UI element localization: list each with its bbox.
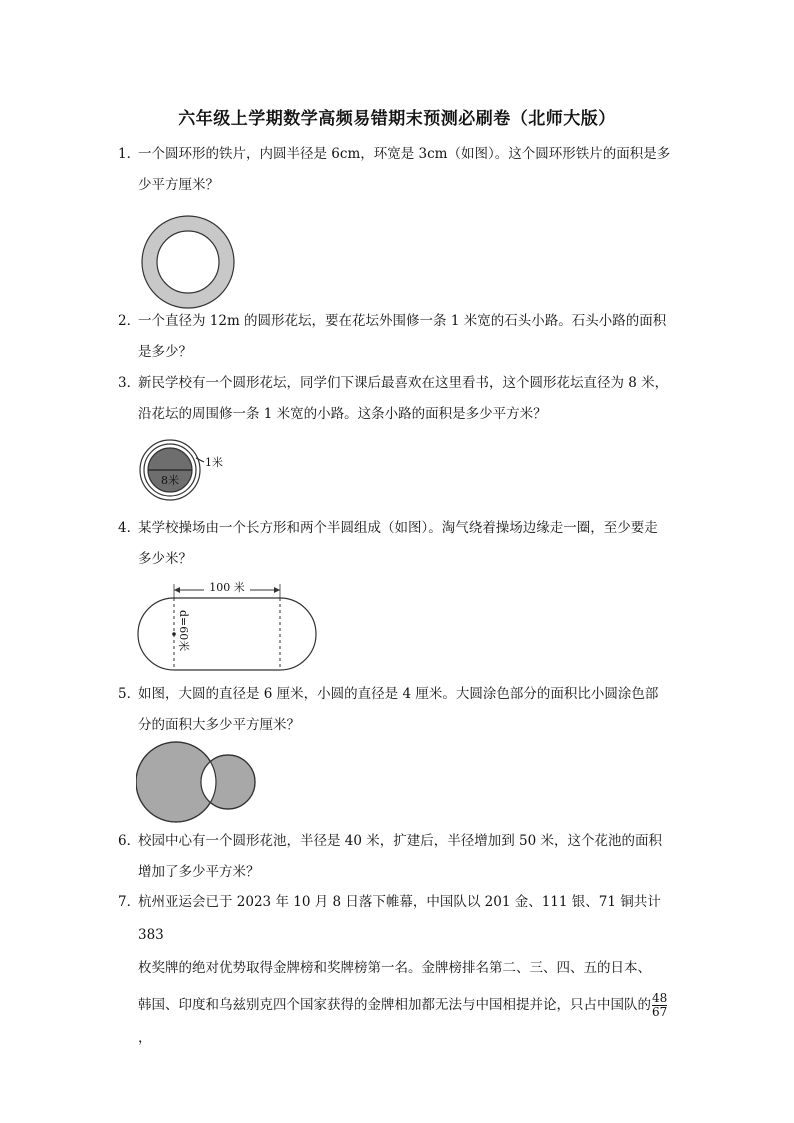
- question-1: [118, 139, 678, 201]
- question-text-cont: 枚奖牌的绝对优势取得金牌榜和奖牌榜第一名。金牌榜排名第二、三、四、五的日本、: [138, 960, 651, 976]
- page-title: 六年级上学期数学高频易错期末预测必刷卷（北师大版）: [178, 109, 616, 129]
- question-text-line3: 韩国、印度和乌兹别克四个国家获得的金牌相加都无法与中国相提并论，只占中国队的: [138, 997, 651, 1013]
- fraction-numerator: 48: [652, 991, 668, 1005]
- question-number: 6．: [118, 833, 141, 849]
- question-5: [118, 679, 678, 741]
- question-3: [118, 368, 678, 430]
- question-text: 校园中心有一个圆形花池，半径是 40 米，扩建后，半径增加到 50 米，这个花池的面积: [138, 833, 663, 849]
- question-6: [118, 826, 678, 888]
- line3-end: ，: [138, 1030, 152, 1046]
- question-text: 杭州亚运会已于 2023 年 10 月 8 日落下帷幕，中国队以 201 金、111 银、71 铜共计 383: [138, 894, 661, 943]
- question-text-cont: 分的面积大多少平方厘米？: [138, 717, 300, 733]
- question-text: 一个圆环形的铁片，内圆半径是 6cm，环宽是 3cm（如图）。这个圆环形铁片的面积是多: [138, 146, 671, 162]
- center-dot: [172, 632, 176, 636]
- diameter-label: d=60米: [177, 610, 190, 652]
- question-4: [118, 513, 678, 575]
- question-text-cont-3: [118, 989, 678, 1055]
- question-text-cont: 沿花坛的周围修一条 1 米宽的小路。这条小路的面积是多少平方米？: [138, 406, 547, 422]
- question-text: 某学校操场由一个长方形和两个半圆组成（如图）。淘气绕着操场边缘走一圈，至少要走: [138, 520, 658, 536]
- question-2: [118, 306, 678, 368]
- inner-circle: [157, 231, 219, 293]
- question-text-cont: 多少米？: [138, 551, 192, 567]
- diameter-label: 8米: [161, 474, 179, 487]
- question-number: 7．: [118, 894, 141, 910]
- fraction: [652, 992, 667, 1019]
- question-text-cont: 少平方厘米？: [138, 177, 219, 193]
- question-number: 4．: [118, 520, 141, 536]
- question-text-cont: 增加了多少平方米？: [138, 864, 260, 880]
- length-label: 100 米: [209, 581, 245, 594]
- question-number: 1．: [118, 146, 141, 162]
- question-text: 新民学校有一个圆形花坛，同学们下课后最喜欢在这里看书，这个圆形花坛直径为 8 米，: [138, 375, 669, 391]
- track-figure: [136, 576, 320, 672]
- question-number: 5．: [118, 686, 141, 702]
- track-outline: [138, 598, 316, 670]
- path-width-label: 1米: [205, 456, 223, 469]
- question-text-cont: 是多少？: [138, 344, 192, 360]
- fraction-denominator: 67: [652, 1005, 668, 1019]
- question-7: [118, 886, 678, 1055]
- question-text: 如图，大圆的直径是 6 厘米，小圆的直径是 4 厘米。大圆涂色部分的面积比小圆涂色部: [138, 686, 659, 702]
- overlapping-circles-figure: [136, 740, 260, 824]
- flowerbed-figure: [134, 436, 234, 506]
- ring-figure: [140, 214, 236, 310]
- question-number: 2．: [118, 313, 141, 329]
- question-number: 3．: [118, 375, 141, 391]
- question-text: 一个直径为 12m 的圆形花坛，要在花坛外围修一条 1 米宽的石头小路。石头小路的面积: [138, 313, 667, 329]
